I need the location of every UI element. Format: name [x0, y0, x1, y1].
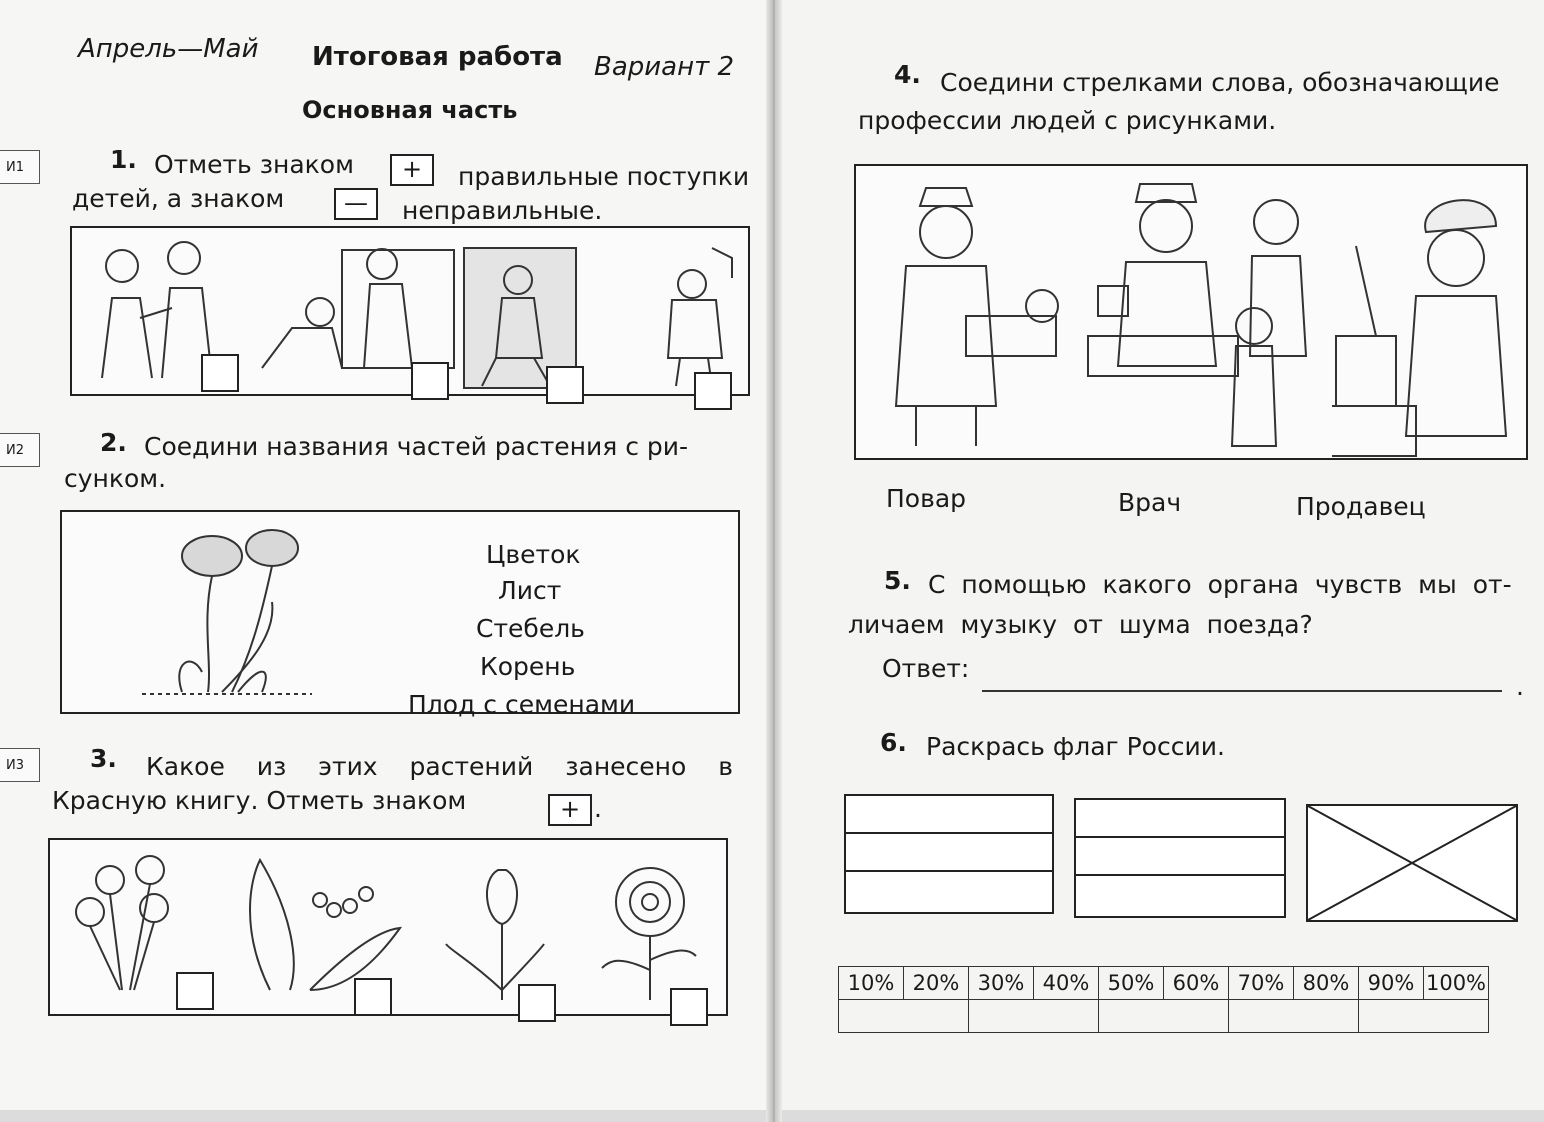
task6-text: Раскрась флаг России. [926, 732, 1225, 761]
flag-option-2 [1074, 798, 1286, 918]
task6-number: 6. [880, 728, 907, 757]
percent-cell: 90% [1359, 967, 1424, 1000]
task3-checkbox-1[interactable] [176, 972, 214, 1010]
percent-cell: 20% [904, 967, 969, 1000]
task1-checkbox-4[interactable] [694, 372, 732, 410]
profession-cook[interactable]: Повар [886, 484, 967, 513]
profession-doctor[interactable]: Врач [1118, 488, 1182, 517]
task1-checkbox-2[interactable] [411, 362, 449, 400]
plant-part-leaf[interactable]: Лист [498, 576, 562, 605]
plus-sign-box: + [390, 154, 434, 186]
professions-illustration [856, 166, 1526, 458]
section-subtitle: Основная часть [302, 96, 518, 124]
task3-number: 3. [90, 744, 117, 773]
task3-checkbox-4[interactable] [670, 988, 708, 1026]
task1-picture-frame [70, 226, 750, 396]
variant-label: Вариант 2 [594, 52, 735, 82]
flag-option-crossed [1306, 804, 1518, 922]
margin-mark-2: И2 [0, 433, 40, 467]
percent-cell: 40% [1034, 967, 1099, 1000]
percent-cell: 80% [1294, 967, 1359, 1000]
task2-number: 2. [100, 428, 127, 457]
poppy-plant-illustration [62, 512, 362, 712]
minus-sign-box: — [334, 188, 378, 220]
percent-cell: 60% [1164, 967, 1229, 1000]
task1-checkbox-3[interactable] [546, 366, 584, 404]
plant-part-stem[interactable]: Стебель [476, 614, 585, 643]
task3-period: . [594, 794, 602, 823]
task4-number: 4. [894, 60, 921, 89]
task2-plant-frame [60, 510, 740, 714]
task4-professions-frame [854, 164, 1528, 460]
score-cell[interactable] [969, 1000, 1099, 1033]
profession-seller[interactable]: Продавец [1296, 492, 1426, 521]
percent-cell: 50% [1099, 967, 1164, 1000]
plus-sign-box-2: + [548, 794, 592, 826]
page-title: Итоговая работа [312, 42, 563, 72]
header-period: Апрель—Май [78, 34, 259, 64]
score-cell[interactable] [839, 1000, 969, 1033]
percent-cell: 70% [1229, 967, 1294, 1000]
task4-line1: Соедини стрелками слова, обозначающие [940, 68, 1500, 97]
task5-line2: личаем музыку от шума поезда? [848, 610, 1313, 639]
percent-cell: 100% [1424, 967, 1489, 1000]
answer-field[interactable] [982, 690, 1502, 692]
task4-line2: профессии людей с рисунками. [858, 106, 1277, 135]
task2-line1: Соедини названия частей растения с ри- [144, 432, 689, 461]
task1-text-b: правильные поступки [458, 162, 750, 191]
cross-icon [1308, 806, 1516, 920]
task3-line2: Красную книгу. Отметь знаком [52, 786, 467, 815]
left-page [0, 0, 772, 1110]
task2-line2: сунком. [64, 464, 167, 493]
score-cell[interactable] [1359, 1000, 1489, 1033]
plant-part-fruit[interactable]: Плод с семенами [408, 690, 636, 719]
percent-cell: 30% [969, 967, 1034, 1000]
answer-period: . [1516, 672, 1524, 701]
plant-part-root[interactable]: Корень [480, 652, 576, 681]
plant-part-flower[interactable]: Цветок [486, 540, 581, 569]
task1-checkbox-1[interactable] [201, 354, 239, 392]
score-cell[interactable] [1099, 1000, 1229, 1033]
task5-line1: С помощью какого органа чувств мы от- [928, 570, 1512, 599]
task3-checkbox-3[interactable] [518, 984, 556, 1022]
right-page [776, 0, 1544, 1110]
task1-text-a: Отметь знаком [154, 150, 354, 179]
task3-line1: Какое из этих растений занесено в [146, 752, 734, 781]
task3-checkbox-2[interactable] [354, 978, 392, 1016]
book-spine [766, 0, 782, 1122]
children-behaviour-illustration [72, 228, 748, 394]
task1-text-c: детей, а знаком [72, 184, 285, 213]
margin-mark-1: И1 [0, 150, 40, 184]
task1-text-d: неправильные. [402, 196, 603, 225]
margin-mark-3: И3 [0, 748, 40, 782]
score-cell[interactable] [1229, 1000, 1359, 1033]
answer-label: Ответ: [882, 654, 970, 683]
task1-number: 1. [110, 145, 137, 174]
task5-number: 5. [884, 566, 911, 595]
flag-russia-colouring[interactable] [844, 794, 1054, 914]
percent-scale-table [838, 966, 1489, 1033]
percent-cell: 10% [839, 967, 904, 1000]
